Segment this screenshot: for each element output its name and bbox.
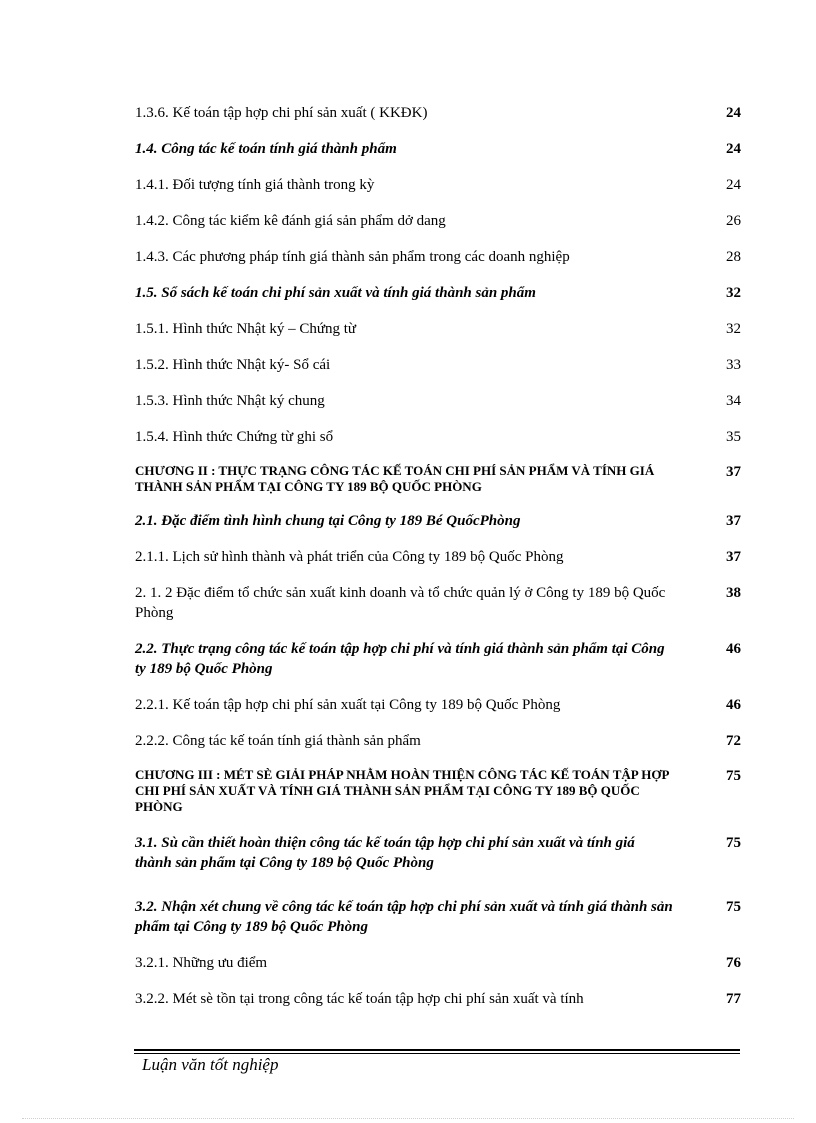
toc-entry-title: 2.2. Thực trạng công tác kế toán tập hợp chi phí và tính giá thành sản phẩm tại Công ty 189 bộ Quốc Phòng: [135, 641, 665, 677]
toc-entry-title: 3.2.2. Mét sè tồn tại trong công tác kế toán tập hợp chi phí sản xuất và tính: [135, 991, 584, 1007]
toc-entry-page: 35: [726, 429, 741, 445]
toc-entry-title: 1.5. Sổ sách kế toán chi phí sản xuất và tính giá thành sản phẩm: [135, 285, 536, 301]
toc-entry-page: 76: [726, 955, 741, 971]
toc-entry-page: 33: [726, 357, 741, 373]
toc-entry-title: 3.2. Nhận xét chung về công tác kế toán tập hợp chi phí sản xuất và tính giá thành sản phẩm tại Công ty 189 bộ Quốc Phòng: [135, 899, 673, 935]
footer-rule: [134, 1049, 740, 1054]
toc-entry-title: 1.5.2. Hình thức Nhật ký- Sổ cái: [135, 357, 331, 373]
toc-entry-page: 38: [726, 585, 741, 601]
toc-entry-page: 77: [726, 991, 741, 1007]
toc-entry-title: 1.3.6. Kế toán tập hợp chi phí sản xuất ( KKĐK): [135, 105, 428, 121]
toc-entry-page: 75: [726, 835, 741, 851]
toc-entry-page: 37: [726, 549, 741, 565]
toc-entry-page: 28: [726, 249, 741, 265]
footer-text: Luận văn tốt nghiệp: [142, 1055, 279, 1074]
toc-entry-title: 2.1. Đặc điểm tình hình chung tại Công ty 189 Bé QuốcPhòng: [135, 513, 521, 529]
toc-entry-page: 24: [726, 105, 741, 121]
toc-entry-page: 72: [726, 733, 741, 749]
toc-entry-title: 1.4. Công tác kế toán tính giá thành phẩm: [135, 141, 397, 157]
toc-entry-title: 1.5.1. Hình thức Nhật ký – Chứng từ: [135, 321, 357, 337]
toc-entry-page: 75: [726, 768, 741, 784]
toc-entry-title: 1.4.3. Các phương pháp tính giá thành sản phẩm trong các doanh nghiệp: [135, 249, 570, 265]
toc-entry-title: 2.1.1. Lịch sử hình thành và phát triển của Công ty 189 bộ Quốc Phòng: [135, 549, 564, 565]
toc-entry-page: 37: [726, 513, 741, 529]
toc-entry-title: CHƯƠNG III : MÉT SÈ GIẢI PHÁP NHẰM HOÀN THIỆN CÔNG TÁC KẾ TOÁN TẬP HỢP CHI PHÍ SẢN XUẤT VÀ TÍNH GIÁ THÀNH SẢN PHẨM TẠI CÔNG TY 189 BỘ QUỐC PHÒNG: [135, 767, 669, 814]
toc-entry-page: 46: [726, 641, 741, 657]
toc-entry-page: 34: [726, 393, 741, 409]
toc-entry-page: 46: [726, 697, 741, 713]
toc-entry-title: 2.2.1. Kế toán tập hợp chi phí sản xuất tại Công ty 189 bộ Quốc Phòng: [135, 697, 561, 713]
toc-entry-title: 2. 1. 2 Đặc điểm tổ chức sản xuất kinh doanh và tổ chức quản lý ở Công ty 189 bộ Quốc Phòng: [135, 585, 666, 621]
toc-entry-page: 24: [726, 141, 741, 157]
toc-entry-page: 32: [726, 321, 741, 337]
toc-entry-title: 2.2.2. Công tác kế toán tính giá thành sản phẩm: [135, 733, 421, 749]
toc-entry-title: 1.5.3. Hình thức Nhật ký chung: [135, 393, 325, 409]
toc-entry-title: 1.4.2. Công tác kiểm kê đánh giá sản phẩm dở dang: [135, 213, 446, 229]
toc-entry-title: 3.2.1. Những ưu điểm: [135, 955, 268, 971]
toc-entry-page: 37: [726, 464, 741, 480]
toc-entry-title: 1.4.1. Đối tượng tính giá thành trong kỳ: [135, 177, 375, 193]
toc-entry-page: 24: [726, 177, 741, 193]
toc-entry-page: 75: [726, 899, 741, 915]
toc-entry-page: 26: [726, 213, 741, 229]
toc-entry-title: 1.5.4. Hình thức Chứng từ ghi sổ: [135, 429, 334, 445]
toc-entry-page: 32: [726, 285, 741, 301]
page-edge: [22, 1118, 794, 1119]
toc-entry-title: 3.1. Sù cần thiết hoàn thiện công tác kế toán tập hợp chi phí sản xuất và tính giá thành sản phẩm tại Công ty 189 bộ Quốc Phòng: [135, 835, 635, 871]
toc-entry-title: CHƯƠNG II : THỰC TRẠNG CÔNG TÁC KẾ TOÁN CHI PHÍ SẢN PHẨM VÀ TÍNH GIÁ THÀNH SẢN PHẨM TẠI CÔNG TY 189 BỘ QUỐC PHÒNG: [135, 463, 655, 494]
